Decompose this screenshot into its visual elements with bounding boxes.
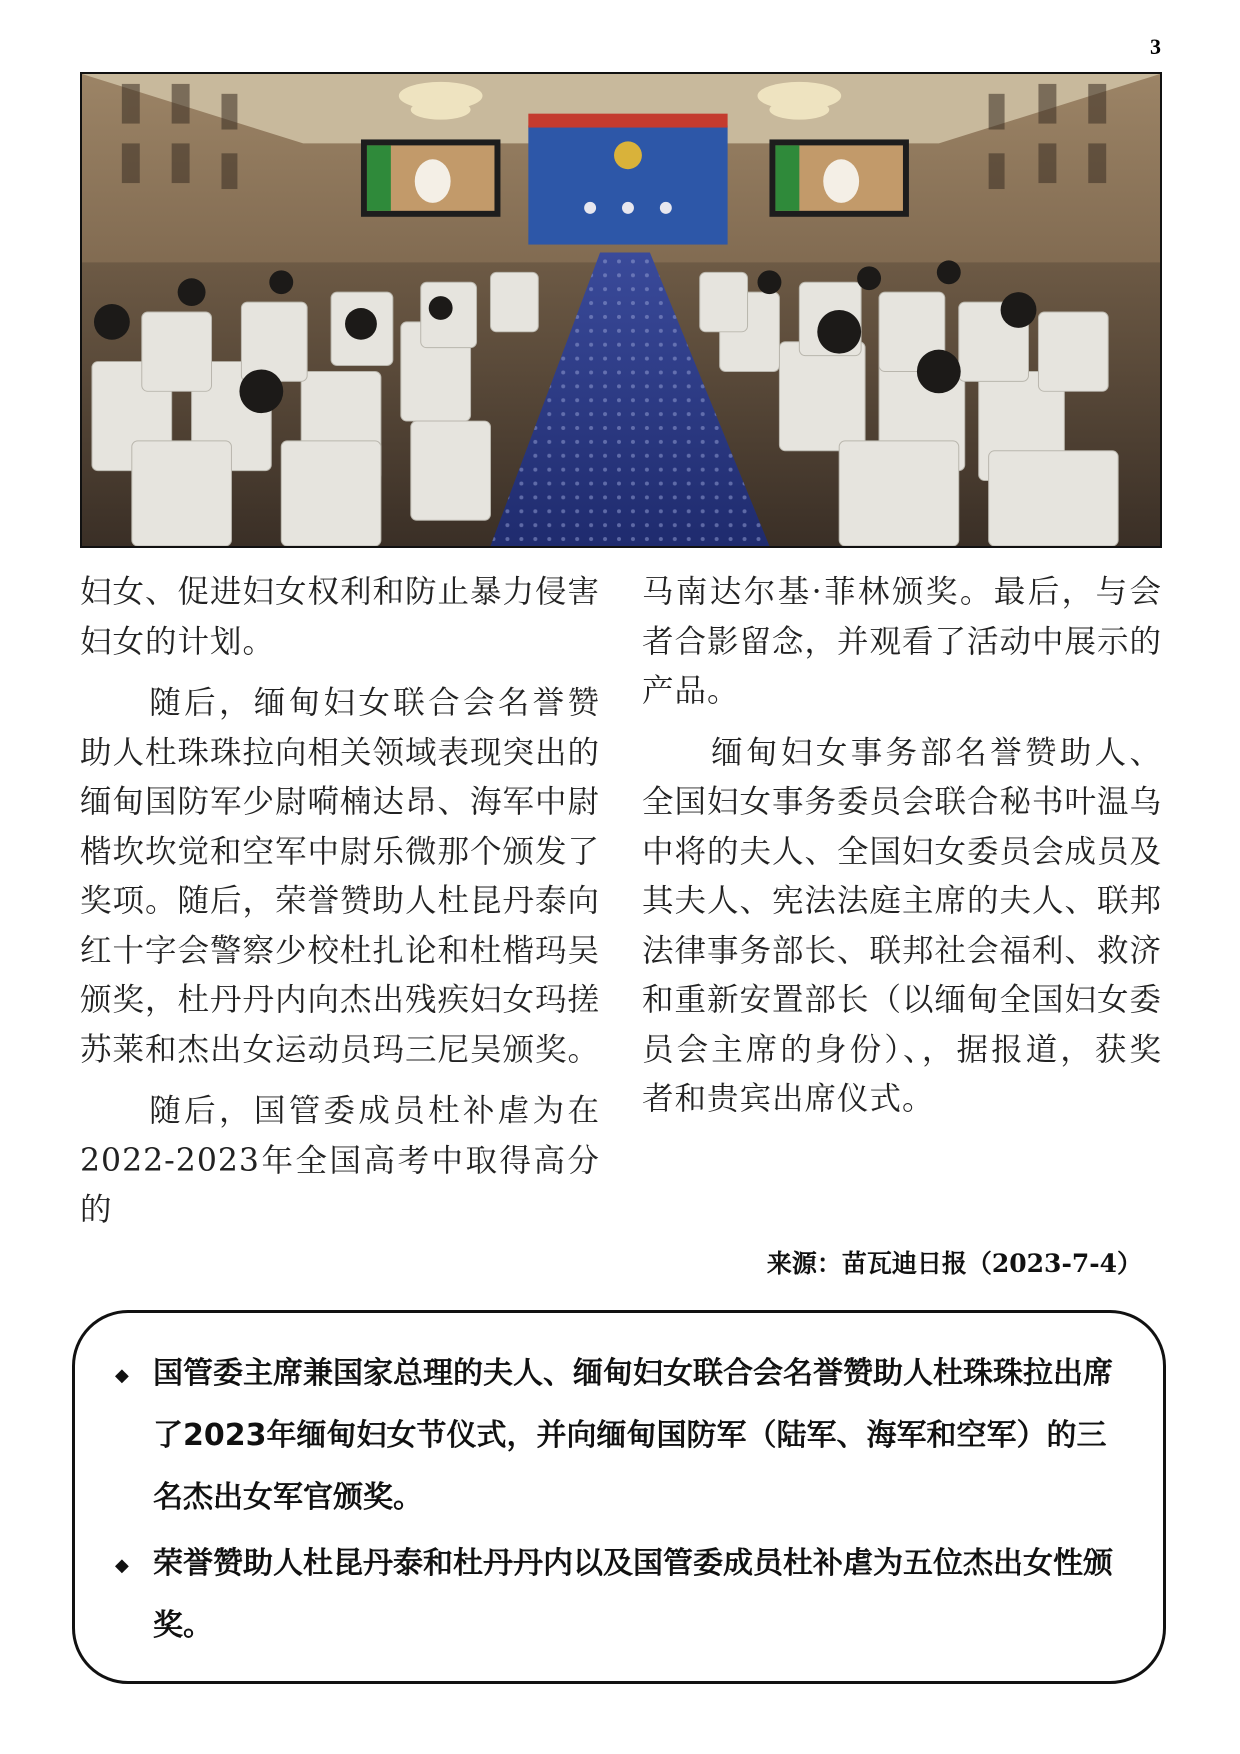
article-paragraph: 马南达尔基·菲林颁奖。最后，与会者合影留念，并观看了活动中展示的产品。: [642, 574, 1163, 709]
summary-text: 荣誉赞助人杜昆丹泰和杜丹丹内以及国管委成员杜补虐为五位杰出女性颁奖。: [153, 1546, 1113, 1643]
page-number: 3: [1150, 34, 1161, 59]
article-paragraph: 随后，缅甸妇女联合会名誉赞助人杜珠珠拉向相关领域表现突出的缅甸国防军少尉嗬楠达昂、海军中尉楷坎坎觉和空军中尉乐微那个颁发了奖项。随后，荣誉赞助人杜昆丹泰向红十字会警察少校杜扎论和杜楷玛吴颁奖，杜丹丹内向杰出残疾妇女玛搓苏莱和杰出女运动员玛三尼吴颁奖。: [80, 685, 601, 1068]
diamond-bullet-icon: ◆: [115, 1365, 129, 1386]
article-paragraph: 妇女、促进妇女权利和防止暴力侵害妇女的计划。: [80, 574, 601, 660]
article-left-column: [80, 568, 600, 1236]
article-paragraph: 随后，国管委成员杜补虐为在2022-2023年全国高考中取得高分的: [80, 1093, 600, 1228]
summary-item: [115, 1533, 1127, 1657]
event-photo: [80, 72, 1162, 548]
summary-text: 国管委主席兼国家总理的夫人、缅甸妇女联合会名誉赞助人杜珠珠拉出席了2023年缅甸妇女节仪式，并向缅甸国防军（陆军、海军和空军）的三名杰出女军官颁奖。: [153, 1356, 1113, 1515]
summary-box: [72, 1310, 1166, 1684]
source-citation: 来源：苗瓦迪日报（2023-7-4）: [766, 1249, 1142, 1278]
ceremony-hall-image: [82, 74, 1160, 546]
summary-item: [115, 1343, 1127, 1529]
diamond-bullet-icon: ◆: [115, 1555, 129, 1576]
article-paragraph: 缅甸妇女事务部名誉赞助人、全国妇女事务委员会联合秘书叶温乌中将的夫人、全国妇女委员会成员及其夫人、宪法法庭主席的夫人、联邦法律事务部长、联邦社会福利、救济和重新安置部长（以缅甸全国妇女委员会主席的身份）、，据报道，获奖者和贵宾出席仪式。: [642, 734, 1163, 1117]
article-right-column: [642, 568, 1162, 1125]
